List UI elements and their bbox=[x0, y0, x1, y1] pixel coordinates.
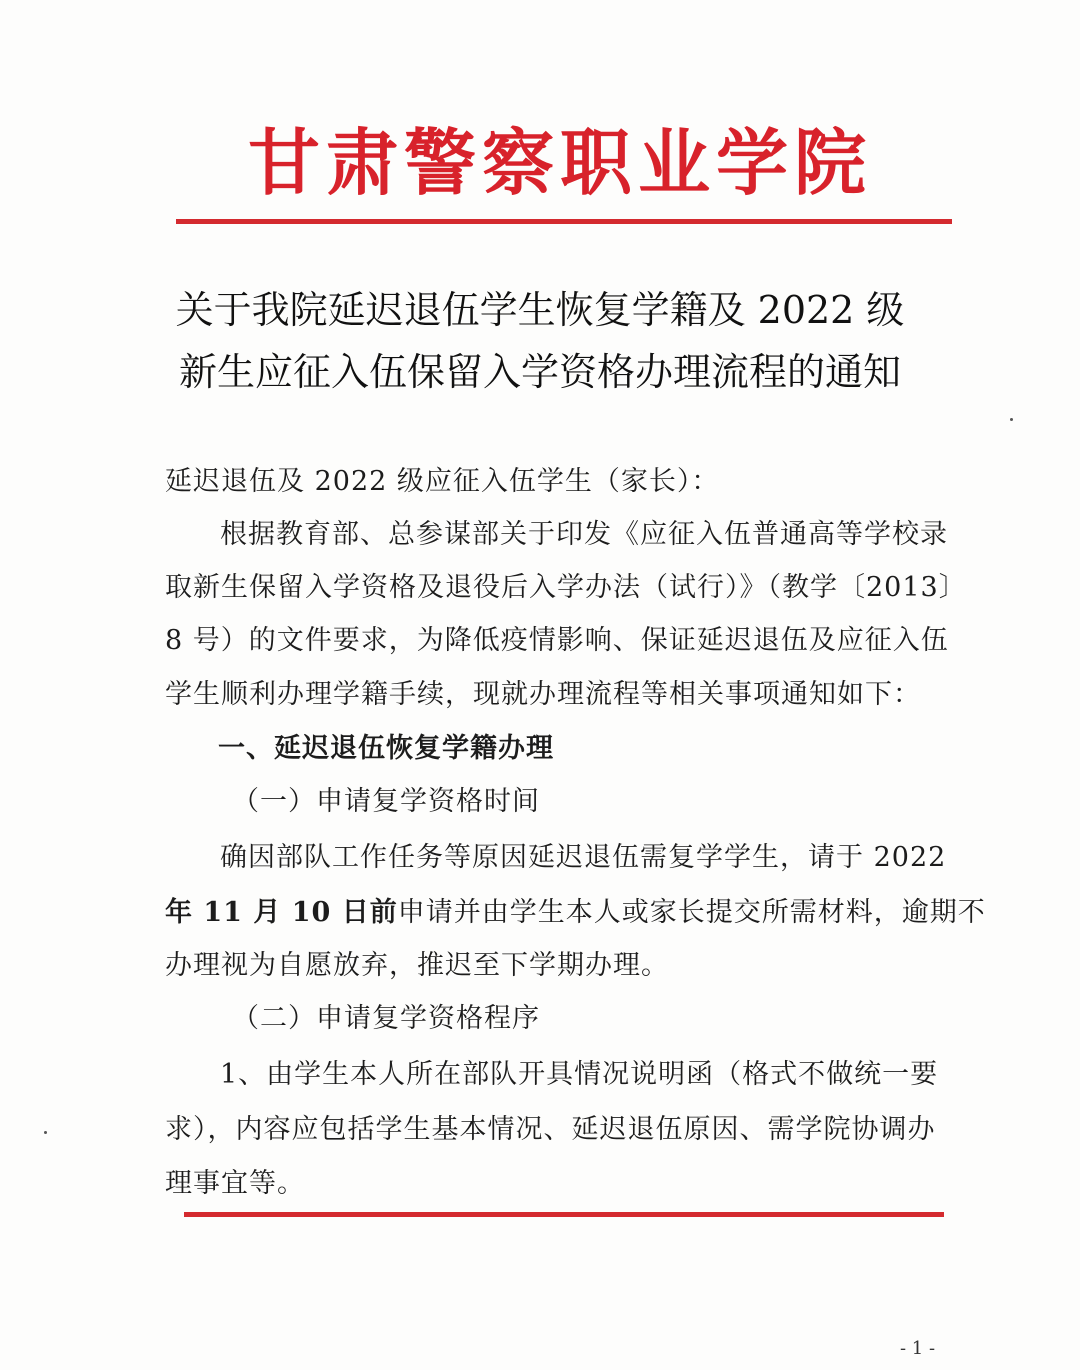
masthead-red-rule bbox=[176, 219, 952, 224]
subsection-2-line-3: 理事宜等。 bbox=[165, 1168, 305, 1199]
deadline-date: 年 11 月 10 日前 bbox=[165, 897, 398, 928]
subsection-2-line-2: 求），内容应包括学生基本情况、延迟退伍原因、需学院协调办 bbox=[165, 1114, 936, 1145]
intro-line-3: 8 号）的文件要求，为降低疫情影响、保证延迟退伍及应征入伍 bbox=[165, 625, 949, 656]
subsection-1-line-3: 办理视为自愿放弃，推迟至下学期办理。 bbox=[165, 950, 669, 981]
section-1-heading: 一、延迟退伍恢复学籍办理 bbox=[218, 733, 554, 764]
intro-line-4: 学生顺利办理学籍手续，现就办理流程等相关事项通知如下： bbox=[165, 679, 921, 710]
subsection-2-line-1: 1、由学生本人所在部队开具情况说明函（格式不做统一要 bbox=[220, 1059, 939, 1090]
footer-red-rule bbox=[184, 1212, 944, 1217]
subsection-1-line-1: 确因部队工作任务等原因延迟退伍需复学学生，请于 2022 bbox=[220, 842, 947, 873]
subsection-1-line-2-rest: 申请并由学生本人或家长提交所需材料，逾期不 bbox=[397, 897, 986, 928]
intro-line-1: 根据教育部、总参谋部关于印发《应征入伍普通高等学校录 bbox=[220, 519, 948, 550]
subsection-1-line-2 bbox=[165, 893, 986, 933]
salutation: 延迟退伍及 2022 级应征入伍学生（家长）： bbox=[165, 466, 720, 497]
masthead-title: 甘肃警察职业学院 bbox=[247, 120, 872, 205]
page-number: - 1 - bbox=[900, 1338, 936, 1359]
scan-speck bbox=[44, 1131, 47, 1134]
subsection-2-heading: （二）申请复学资格程序 bbox=[232, 1003, 540, 1034]
document-title-line-2: 新生应征入伍保留入学资格办理流程的通知 bbox=[178, 350, 901, 394]
document-title-line-1: 关于我院延迟退伍学生恢复学籍及 2022 级 bbox=[175, 288, 905, 332]
scan-speck bbox=[1010, 418, 1013, 421]
intro-line-2: 取新生保留入学资格及退役后入学办法（试行）》（教学〔2013〕 bbox=[165, 572, 967, 603]
subsection-1-heading: （一）申请复学资格时间 bbox=[232, 786, 540, 817]
